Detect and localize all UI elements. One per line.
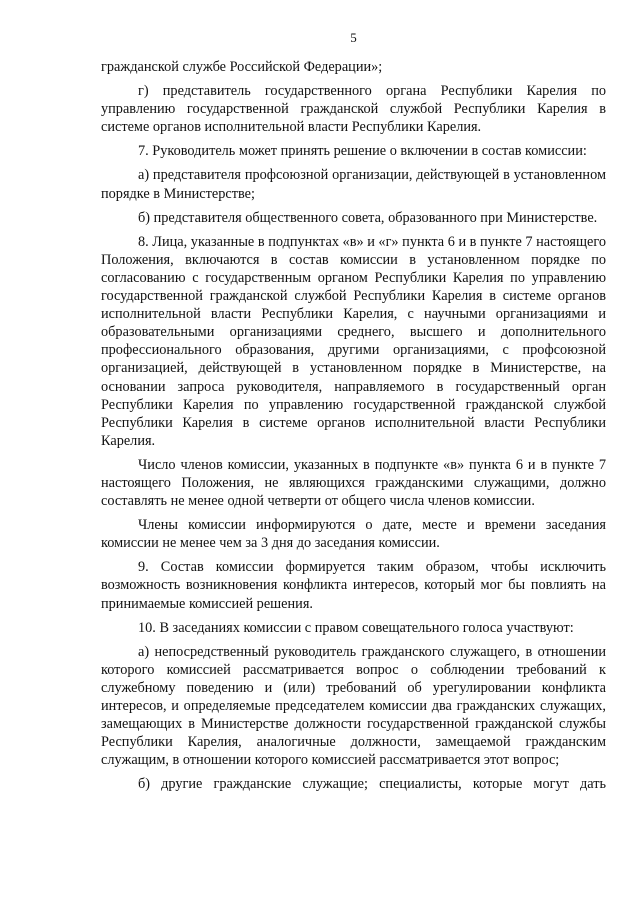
paragraph-members-informed: Члены комиссии информируются о дате, месте и времени заседания комиссии не менее чем за 3 дня до заседания комиссии. <box>101 517 606 552</box>
paragraph-7-item-b: б) представителя общественного совета, образованного при Министерстве. <box>138 209 598 226</box>
paragraph-10: 10. В заседаниях комиссии с правом совещательного голоса участвуют: <box>138 619 574 636</box>
document-page <box>101 30 606 799</box>
paragraph-10-item-a: а) непосредственный руководитель гражданского служащего, в отношении которого комиссией рассматривается вопрос о соблюдении требований к служебному поведению и (или) требований об урегулировании конфликта интересов, и определяемые председателем комиссии два гражданских служащих, замещающих в Министерстве должности государственной гражданской службы Республики Карелия, аналогичные должности, замещаемой гражданским служащим, в отношении которого комиссией рассматривается этот вопрос; <box>101 643 606 769</box>
paragraph-10-item-b: б) другие гражданские служащие; специалисты, которые могут дать <box>138 776 606 793</box>
paragraph-8: 8. Лица, указанные в подпунктах «в» и «г» пункта 6 и в пункте 7 настоящего Положения, включаются в состав комиссии в установленном порядке по согласованию с государственным органом Республики Карелия по управлению государственной гражданской службой Республики Карелия в системе органов исполнительной власти Республики Карелия, с научными организациями и образовательными организациями среднего, высшего и дополнительного профессионального образования, другими организациями, с профсоюзной организацией, действующей в установленном порядке в Министерстве, на основании запроса руководителя, направляемого в государственный орган Республики Карелия по управлению государственной гражданской службой Республики Карелия в системе органов исполнительной власти Республики Карелия. <box>101 233 606 449</box>
paragraph-continuation: гражданской службе Российской Федерации»; <box>101 59 383 75</box>
page-number: 5 <box>350 30 357 45</box>
paragraph-7: 7. Руководитель может принять решение о включении в состав комиссии: <box>138 143 587 160</box>
paragraph-7-item-a: а) представителя профсоюзной организации, действующей в установленном порядке в Министерстве; <box>101 167 606 202</box>
paragraph-item-g: г) представитель государственного органа Республики Карелия по управлению государственной гражданской службой Республики Карелия в системе органов исполнительной власти Республики Карелия. <box>101 83 606 136</box>
paragraph-members-count: Число членов комиссии, указанных в подпункте «в» пункта 6 и в пункте 7 настоящего Положения, не являющихся гражданскими служащими, должно составлять не менее одной четверти от общего числа членов комиссии. <box>101 456 606 510</box>
paragraph-9: 9. Состав комиссии формируется таким образом, чтобы исключить возможность возникновения конфликта интересов, который мог бы повлиять на принимаемые комиссией решения. <box>101 559 606 612</box>
